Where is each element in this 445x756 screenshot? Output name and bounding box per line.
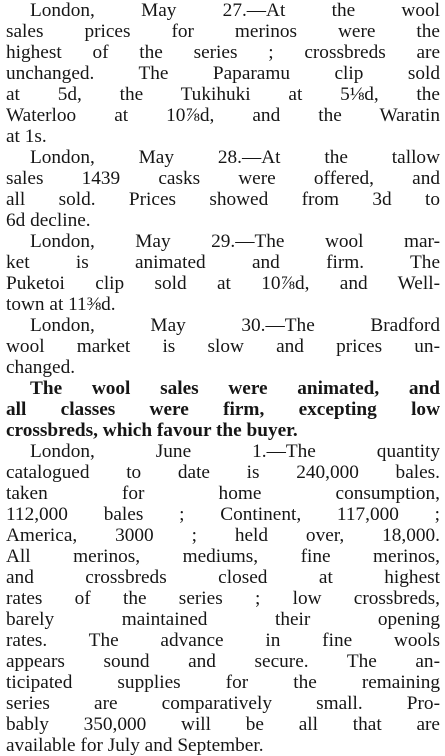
- para-may-28-line: sales 1439 casks were offered, and: [6, 168, 440, 189]
- para-june-1-line: series are comparatively small. Pro-: [6, 693, 440, 714]
- para-may-28-line: all sold. Prices showed from 3d to: [6, 189, 440, 210]
- para-june-1-line: ticipated supplies for the remaining: [6, 672, 440, 693]
- para-may-27-line: at 5d, the Tukihuki at 5⅛d, the: [6, 84, 440, 105]
- para-june-1-line: All merinos, mediums, fine merinos,: [6, 546, 440, 567]
- para-may-28-line: 6d decline.: [6, 210, 91, 231]
- para-june-1-line: barely maintained their opening: [6, 609, 440, 630]
- para-wool-sales-line: crossbreds, which favour the buyer.: [6, 420, 298, 441]
- para-may-27-line: at 1s.: [6, 126, 47, 147]
- para-june-1-line: rates. The advance in fine wools: [6, 630, 440, 651]
- para-may-30-line: wool market is slow and prices un-: [6, 336, 440, 357]
- para-may-29-line: London, May 29.—The wool mar-: [30, 231, 440, 252]
- para-june-1-line: available for July and September.: [6, 735, 264, 756]
- para-may-28-line: London, May 28.—At the tallow: [30, 147, 440, 168]
- para-may-29-line: ket is animated and firm. The: [6, 252, 440, 273]
- para-june-1-line: catalogued to date is 240,000 bales.: [6, 462, 440, 483]
- para-wool-sales-line: The wool sales were animated, and: [30, 378, 440, 399]
- para-may-30-line: London, May 30.—The Bradford: [30, 315, 440, 336]
- para-wool-sales-line: all classes were firm, excepting low: [6, 399, 440, 420]
- para-june-1-line: bably 350,000 will be all that are: [6, 714, 440, 735]
- para-june-1-line: appears sound and secure. The an-: [6, 651, 440, 672]
- para-may-27-line: sales prices for merinos were the: [6, 21, 440, 42]
- para-may-30-line: changed.: [6, 357, 76, 378]
- para-june-1-line: and crossbreds closed at highest: [6, 567, 440, 588]
- para-june-1-line: 112,000 bales ; Continent, 117,000 ;: [6, 504, 440, 525]
- para-may-27-line: highest of the series ; crossbreds are: [6, 42, 440, 63]
- para-june-1-line: London, June 1.—The quantity: [30, 441, 440, 462]
- para-may-27-line: London, May 27.—At the wool: [30, 0, 440, 21]
- para-may-27-line: unchanged. The Paparamu clip sold: [6, 63, 440, 84]
- para-may-29-line: Puketoi clip sold at 10⅞d, and Well-: [6, 273, 440, 294]
- para-may-29-line: town at 11⅜d.: [6, 294, 116, 315]
- para-may-27-line: Waterloo at 10⅞d, and the Waratin: [6, 105, 440, 126]
- para-june-1-line: America, 3000 ; held over, 18,000.: [6, 525, 440, 546]
- para-june-1-line: taken for home consumption,: [6, 483, 440, 504]
- para-june-1-line: rates of the series ; low crossbreds,: [6, 588, 440, 609]
